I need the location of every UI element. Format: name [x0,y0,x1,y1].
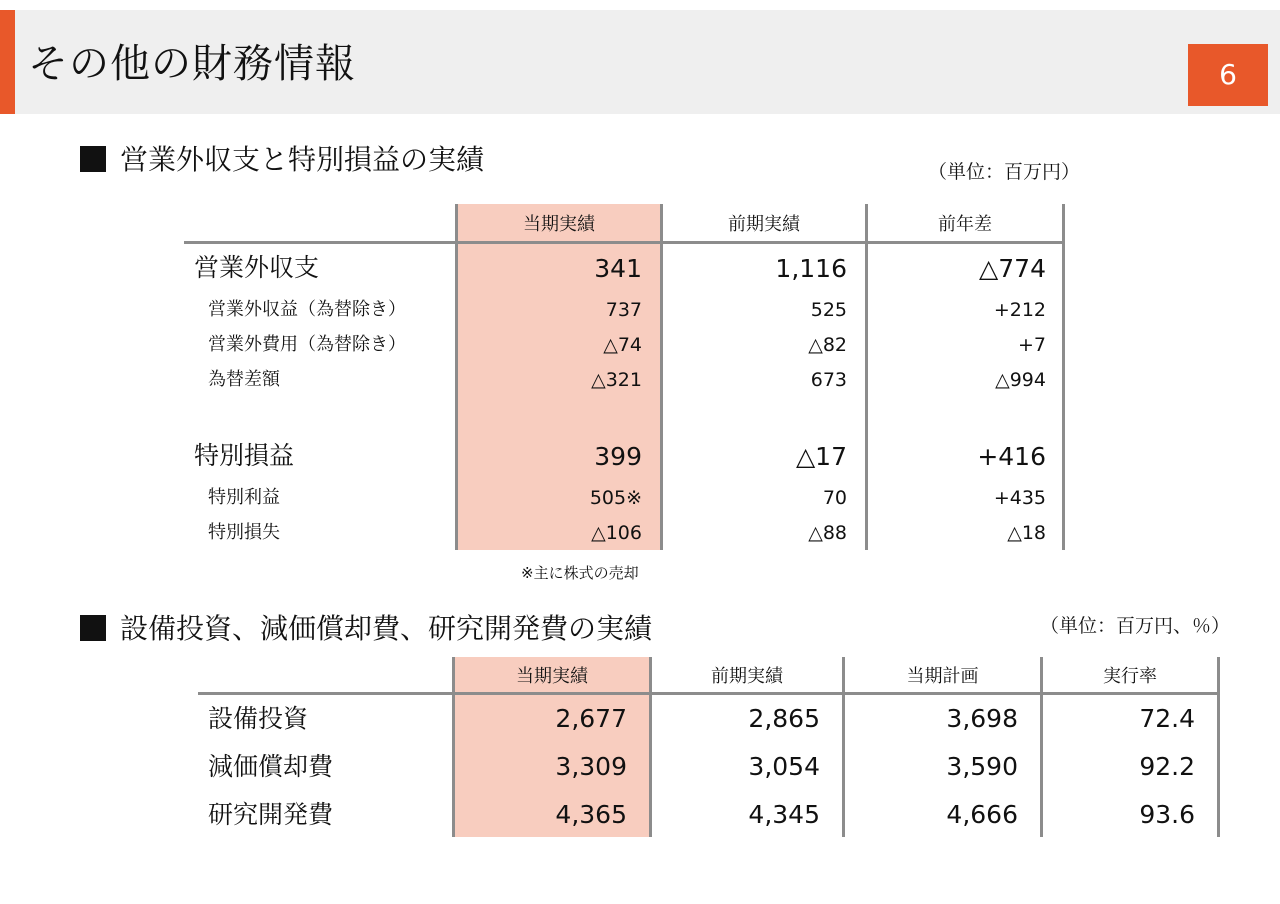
footnote: ※主に株式の売却 [521,564,639,582]
column-header: 実行率 [1103,666,1157,687]
header-accent-bar [0,10,15,114]
table-cell: 72.4 [1139,704,1195,733]
column-header: 前期実績 [728,214,800,235]
table-cell: 399 [594,442,642,471]
column-header: 当期実績 [516,666,588,687]
table-cell: 4,365 [555,800,627,829]
section1-unit: （単位：百万円） [928,161,1081,183]
table-cell: 673 [810,369,847,391]
table-cell: △17 [795,442,847,471]
column-header: 当期計画 [906,666,979,687]
table-cell: 92.2 [1139,752,1195,781]
table-cell: △106 [591,522,642,544]
row-label: 減価償却費 [208,752,334,781]
column-rule [1217,657,1220,837]
section2-unit: （単位：百万円、％） [1040,615,1231,637]
table-cell: 341 [594,254,642,283]
square-bullet-icon [80,146,106,172]
row-label: 為替差額 [208,369,280,390]
table-cell: △994 [995,369,1046,391]
section1-heading [80,142,484,178]
row-label: 営業外収支 [194,253,320,282]
table-cell: △74 [603,334,642,356]
square-bullet-icon [80,615,106,641]
header-rule [198,692,1220,695]
column-header: 前期実績 [711,666,783,687]
table-cell: 1,116 [775,254,847,283]
table-cell: △82 [808,334,847,356]
table-cell: 3,054 [748,752,820,781]
table-cell: △18 [1007,522,1046,544]
row-label: 特別利益 [208,487,280,508]
table-cell: +212 [993,299,1046,321]
row-label: 研究開発費 [208,800,334,829]
table-cell: △321 [591,369,642,391]
row-label: 特別損益 [194,441,295,470]
page-title: その他の財務情報 [28,41,356,87]
table-cell: 737 [605,299,642,321]
table-cell: 4,666 [946,800,1018,829]
table-cell: 525 [810,299,847,321]
table-cell: 2,865 [748,704,820,733]
section1-title: 営業外収支と特別損益の実績 [120,143,485,176]
row-label: 営業外収益（為替除き） [208,299,406,320]
column-rule [1062,204,1065,550]
table-cell: △774 [979,254,1046,283]
column-header: 当期実績 [523,214,595,235]
table-cell: 4,345 [748,800,820,829]
table-cell: +435 [993,487,1046,509]
section2-heading [80,611,652,647]
row-label: 設備投資 [208,704,309,733]
row-label: 特別損失 [208,522,280,543]
table-cell: +7 [1017,334,1046,356]
header-rule [184,241,1065,244]
row-label: 営業外費用（為替除き） [208,334,406,355]
table-cell: 3,698 [946,704,1018,733]
column-header: 前年差 [938,214,992,235]
table-cell: 505※ [589,487,642,509]
table-cell: 93.6 [1139,800,1195,829]
table-cell: +416 [977,442,1046,471]
table-cell: 2,677 [555,704,627,733]
table-cell: 70 [822,487,847,509]
table-cell: 3,309 [555,752,627,781]
table-cell: 3,590 [946,752,1018,781]
table-cell: △88 [808,522,847,544]
page-number-badge: 6 [1188,44,1268,106]
section2-title: 設備投資、減価償却費、研究開発費の実績 [120,612,653,645]
slide-header [0,10,1280,114]
